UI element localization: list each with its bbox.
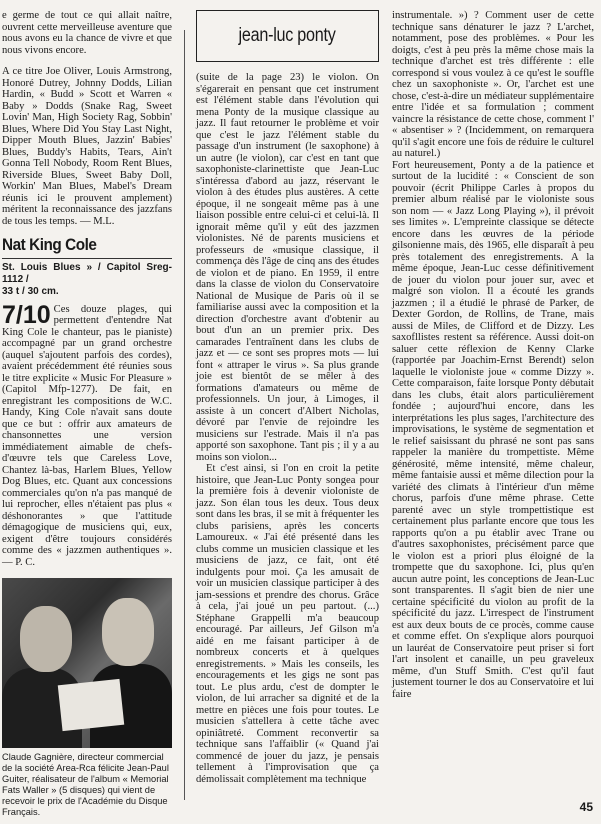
left-column bbox=[2, 10, 172, 818]
photo bbox=[2, 578, 172, 748]
section-title: Nat King Cole bbox=[2, 235, 97, 254]
cole-review bbox=[2, 300, 172, 569]
record-info bbox=[2, 258, 172, 298]
person-left-head bbox=[20, 606, 72, 672]
middle-paragraph-1: (suite de la page 23) le violon. On s'égarerait en pensant que cet instrument est l'élément stable dans l'évolution qui mena Ponty de la musique classique au jazz. Il faut retourner le problème et voir que c'est le jazz l'élément stable du passage d'un instrument (le saxophone) à un autre (le violon), car c'est en tant que saxophoniste-clarinettiste que Jean-Luc s'intéressa d'abord au jazz, réservant le violon à des études plus austères. A cette époque, il ne songeait même pas à une liaison possible entre celui-ci et celui-là. Il ignorait même qu'il y eût des jazzmen violonistes. Né de parents musiciens et professeurs de «musique classique, il commença dès l'âge de cinq ans des études de violon et de piano. En 1959, il entre dans la classe de violon du Conservatoire National de Musique de Paris où il se familiarise aussi avec la composition et la direction d'orchestre avant d'obtenir au bout d'un an un premier prix. Des camarades l'entraînent dans les clubs de jazz et — ce sont ses propres mots — lui font « attraper le virus ». Sa plus grande joie est bientôt de se mêler à des formations d'amateurs ou même de professionnels. Un jour, à Limoges, il assiste à un concert d'Albert Nicholas, dévoré par l'envie de rejoindre les musiciens sur l'estrade. Mais il n'a pas apporté son saxophone. Tant pis ; il y a au moins son violon... bbox=[196, 72, 379, 463]
right-paragraph-1: instrumentale. ») ? Comment user de cette technique sans dénaturer le jazz ? L'archet, notamment, pose des problèmes. « Pour les doigts, c'est à peu près la même chose mais la technique d'archet est très différente : elle correspond si vous voulez à ce qu'est le souffle chez un saxophoniste ». Or, l'archet est une chose, c'est-à-dire un médiateur supplémentaire entre l'idée et sa formulation ; comment vaincre la résistance de cette chose, comment l' « absentiser » ? (Incidemment, on remarquera qu'il s'agit encore une fois de réduire le culturel au naturel.) bbox=[392, 10, 594, 159]
column-divider-1 bbox=[184, 30, 185, 800]
record-line-1: St. Louis Blues » / Capitol Sreg-1112 / bbox=[2, 261, 172, 285]
record-line-2: 33 t / 30 cm. bbox=[2, 285, 59, 297]
review-paragraph: A ce titre Joe Oliver, Louis Armstrong, Honoré Dutrey, Johnny Dodds, Lilian Hardin, « Budd » Scott et Warren « Baby » Dodds (Snake Rag, Sweet Lovin' Man, High Society Rag, Sobbin' Blues, Where Did You Stay Last Night, Dipper Mouth Blues, Jazzin' Babies' Blues, Buddy's Habits, Tears, Ain't Gonna Tell Nobody, Room Rent Blues, Riverside Blues, Sweet Baby Doll, Workin' Man Blues, Mabel's Dream réunis ici le prouvent amplement) méritent la reconnaissance des jazzfans de tous les temps. — M.L. bbox=[2, 66, 172, 227]
right-column bbox=[392, 10, 594, 700]
intro-paragraph: e germe de tout ce qui allait naître, ouvrent cette merveilleuse aventure que nous avons eu la chance de vivre et que nous vivons encore. bbox=[2, 10, 172, 56]
cole-paragraph: Ces douze plages, qui permettent d'entendre Nat King Cole le chanteur, pas le pianiste) accompagné par un grand orchestre (auquel s'ajoutent parfois des cordes), avaient précédemment été réunies sous le titre explicite « Music For Pleasure » (Capitol Mfp-1277). De fait, en enregistrant les compositions de W.C. Handy, King Cole n'avait sans doute que ce but : offrir aux amateurs de chansonnettes une version immédiatement aimable de chefs-d'œuvre tels que Careless Love, Chantez là-bas, Harlem Blues, Yellow Dog Blues, etc. Quant aux concessions commerciales qu'on n'a pas manqué de lui reprocher, elles n'étaient pas plus « déshonorantes » que l'attitude démagogique de musiciens qui, eux, exigent d'être toujours considérés comme des « jazzmen authentiques ». — P. C. bbox=[2, 303, 172, 568]
page-number: 45 bbox=[579, 800, 593, 814]
middle-column bbox=[196, 10, 379, 785]
certificate bbox=[58, 679, 124, 731]
title-box bbox=[196, 10, 379, 62]
article-title: jean-luc ponty bbox=[238, 25, 336, 47]
rating: 7/10 bbox=[2, 300, 51, 329]
right-paragraph-2: Fort heureusement, Ponty a de la patience et surtout de la lucidité : « Conscient de son pouvoir (écrit Philippe Carles à propos du premier album réalisé par le violoniste sous son nom — « Jazz Long Playing »), il prévoit ses limites ». L'empreinte classique se détecte encore dans les œuvres de la période gilsonienne mais, dès 1965, elle disparaît à peu près totalement des enregistrements. A la même époque, Jean-Luc cesse définitivement de jouer du violon pour jouer sur, avec et malgré son violon. Il a écouté les grands jazzmen ; il a étudié le phrasé de Parker, de Dexter Gordon, de Rollins, de Trane, mais aussi de Miles, de Clifford et de Dizzy. Les saxofllistes restent sa référence. Aussi doit-on saluer cette réflexion de Kenny Clarke (rapportée par Joachim-Ernst Berendt) selon laquelle le violoniste joue « comme Dizzy ». Cette comparaison, faite lorsque Ponty débutait dans les clubs, était alors particulièrement fondée ; aujourd'hui encore, dans les interprétations les plus sages, l'architecture des improvisations, le système de segmentation et le relief saisissant du phrasé ne sont pas sans rappeler la manière du trompettiste. Même générosité, même intensité, même chaleur, même fantaisie aussi et même dilection pour la variété des climats à l'intérieur d'un même chorus, parfois d'une même phrase. Cette parenté avec un style trompettistique est certainement plus parlante encore que tous les rapports qu'on a pu établir avec Trane ou d'autres saxophonistes, précisément parce que le violon est a priori plus éloigné de la trompette que du saxophone. Ici, plus qu'en aucun autre point, les conceptions de Jean-Luc sont transparentes. Il s'agit bien de nier une certaine spécificité du violon au profit de la spécificité du jazz. L'irrespect de l'instrument est aux deux bouts de ce procès, comme cause et comme effet. On s'explique alors pourquoi un lauréat de Conservatoire peut priser si fort l'art insolent et canaille, un peu graveleux même, d'un Stuff Smith. C'est qu'il faut justement tourner le dos au Conservatoire et lui faire bbox=[392, 159, 594, 700]
middle-paragraph-2: Et c'est ainsi, si l'on en croit la petite histoire, que Jean-Luc Ponty songea pour la première fois à devenir violoniste de jazz. Son élan tous les deux. Tous deux sont dans les bras, il se mit à fréquenter les clubs parisiens, après les concerts Lamoureux. « J'ai été présenté dans les clubs comme un musicien classique et les musiciens de jazz, ce fait, ont été indulgents pour moi. Ça les amusait de voir un musicien classique participer à des jam-sessions et prendre des chorus. Grâce à cela, j'ai joué un peu partout. (...) Stéphane Grappelli m'a beaucoup encouragé. Par ailleurs, Jef Gilson m'a aidé en me faisant participer à de nombreux concerts et à quelques enregistrements. » Mais les conseils, les encouragements et les gigs ne sont pas tout. Le plus ardu, c'est de dompter le violon, de lui arracher sa dignité et de la mettre en pièces une fois pour toutes. Le musicien s'attellera à cette tâche avec opiniâtreté. Comment reconvertir sa technique sans l'affaiblir (« Quand j'ai commencé de jouer du jazz, je pensais tellement à l'improvisation que ça démolissait complètement ma technique bbox=[196, 463, 379, 785]
person-right-head bbox=[102, 598, 154, 666]
photo-caption: Claude Gagnière, directeur commercial de la société Area-Rca félicite Jean-Paul Guiter, réalisateur de l'album « Memorial Fats Waller » (5 disques) qui vient de recevoir le prix de l'Académie du Disque Français. bbox=[2, 752, 169, 817]
